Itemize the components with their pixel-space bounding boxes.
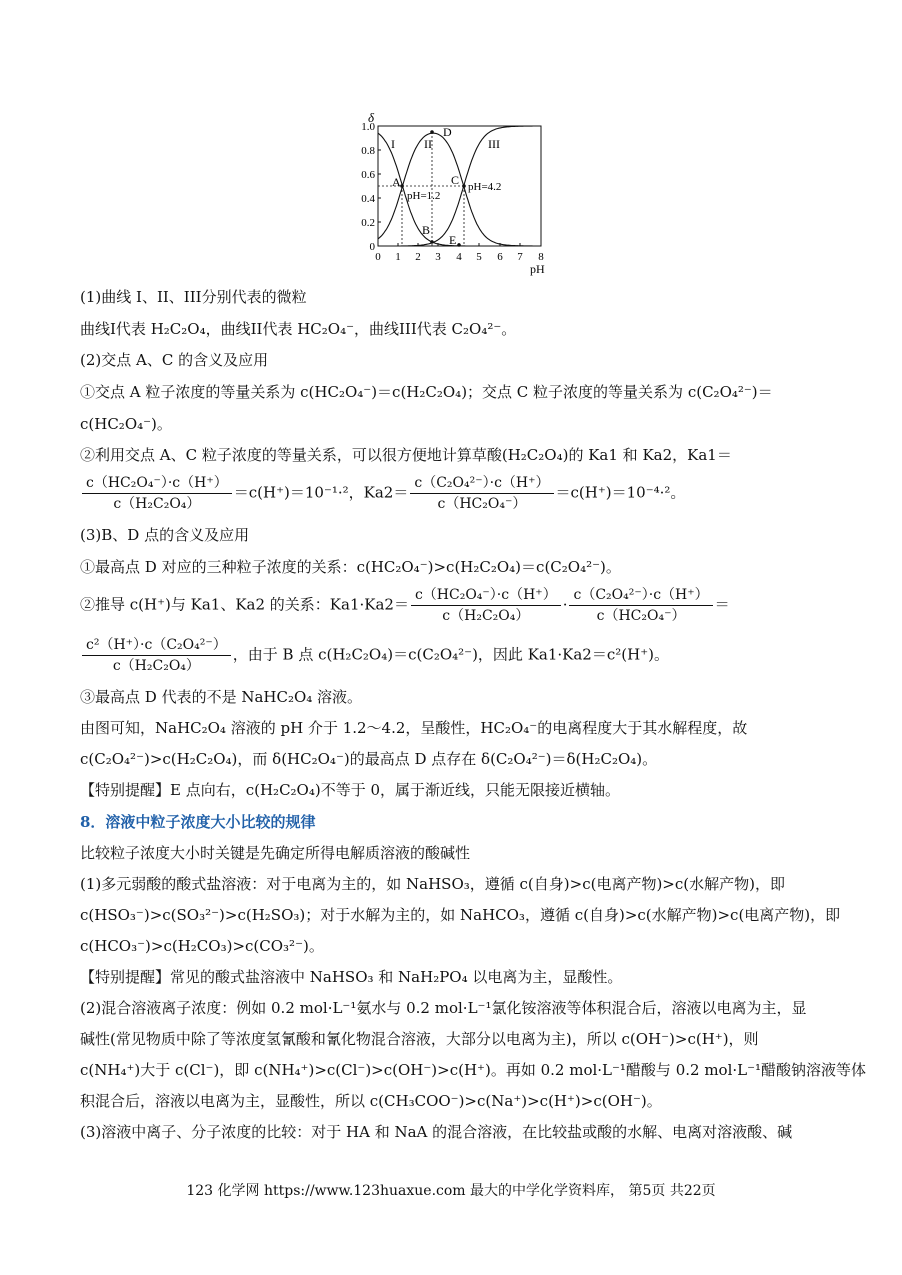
fraction: $\frac{\text{c²（H⁺）·c（C₂O₄²⁻）}}{\text{c（H₂C₂O₄）}}$ xyxy=(82,636,231,675)
formula-text: ，由于 B 点 c(H₂C₂O₄)＝c(C₂O₄²⁻)，因此 Ka1·Ka2＝c²(H⁺)。 xyxy=(232,645,669,664)
formula-text: ＝ xyxy=(714,595,730,614)
point-label-A: A xyxy=(392,175,401,189)
curve-II xyxy=(378,133,541,246)
text-line: ①最高点 D 对应的三种粒子浓度的关系：c(HC₂O₄⁻)>c(H₂C₂O₄)＝c(C₂O₄²⁻)。 xyxy=(80,558,621,576)
text-line: (3)溶液中离子、分子浓度的比较：对于 HA 和 NaA 的混合溶液，在比较盐或酸的水解、电离对溶液酸、碱 xyxy=(80,1123,793,1141)
text-line: (3)B、D 点的含义及应用 xyxy=(80,526,250,544)
point-label-C: C xyxy=(451,173,460,187)
text-line: 碱性(常见物质中除了等浓度氢氰酸和氰化物混合溶液，大部分以电离为主)，所以 c(OH⁻)>c(H⁺)，则 xyxy=(80,1030,759,1048)
distribution-curve-plot xyxy=(350,108,550,278)
formula-text: ＝c(H⁺)＝10⁻⁴·²。 xyxy=(555,483,686,502)
y-tick-label: 0.4 xyxy=(361,193,375,205)
x-tick-label: 5 xyxy=(476,251,482,263)
formula-line-ka-product xyxy=(80,586,730,625)
text-line: c(C₂O₄²⁻)>c(H₂C₂O₄)，而 δ(HC₂O₄⁻)的最高点 D 点存在 δ(C₂O₄²⁻)＝δ(H₂C₂O₄)。 xyxy=(80,750,658,768)
x-tick-label: 8 xyxy=(538,251,544,263)
text-line: (1)曲线 I、II、III分别代表的微粒 xyxy=(80,288,307,306)
x-tick-label: 2 xyxy=(415,251,421,263)
point-A-marker xyxy=(400,184,404,188)
x-tick-label: 1 xyxy=(395,251,401,263)
formula-line-result xyxy=(80,636,669,675)
point-label-E: E xyxy=(449,233,457,247)
point-label-D: D xyxy=(443,125,452,139)
text-line: 【特别提醒】E 点向右，c(H₂C₂O₄)不等于 0，属于渐近线，只能无限接近横轴。 xyxy=(80,781,621,799)
curve-label-II: II xyxy=(424,137,432,151)
fraction: $\frac{\text{c（C₂O₄²⁻）·c（H⁺）}}{\text{c（HC₂O₄⁻）}}$ xyxy=(569,586,712,625)
y-axis-label: δ xyxy=(368,110,375,125)
x-axis-label: pH xyxy=(530,262,545,276)
point-E-marker xyxy=(457,243,461,247)
text-line: (1)多元弱酸的酸式盐溶液：对于电离为主的，如 NaHSO₃，遵循 c(自身)>c(电离产物)>c(水解产物)，即 xyxy=(80,875,785,893)
formula-text: ＝c(H⁺)＝10⁻¹·²，Ka2＝ xyxy=(233,483,409,502)
x-tick-label: 7 xyxy=(517,251,523,263)
annotation-ph-1-2: pH=1.2 xyxy=(407,190,441,202)
text-line: 积混合后，溶液以电离为主，显酸性，所以 c(CH₃COO⁻)>c(Na⁺)>c(H⁺)>c(OH⁻)。 xyxy=(80,1092,662,1110)
formula-line-ka xyxy=(80,474,685,513)
y-tick-label: 0 xyxy=(369,241,375,253)
text-line: ②利用交点 A、C 粒子浓度的等量关系，可以很方便地计算草酸(H₂C₂O₄)的 Ka1 和 Ka2，Ka1＝ xyxy=(80,446,732,464)
fraction: $\frac{\text{c（HC₂O₄⁻）·c（H⁺）}}{\text{c（H₂C₂O₄）}}$ xyxy=(82,474,232,513)
text-line: ③最高点 D 代表的不是 NaHC₂O₄ 溶液。 xyxy=(80,688,363,706)
y-tick-label: 1.0 xyxy=(361,121,375,133)
text-line: 曲线I代表 H₂C₂O₄，曲线II代表 HC₂O₄⁻，曲线III代表 C₂O₄²⁻。 xyxy=(80,320,517,338)
x-tick-label: 0 xyxy=(375,251,381,263)
point-label-B: B xyxy=(422,223,431,237)
fraction: $\frac{\text{c（C₂O₄²⁻）·c（H⁺）}}{\text{c（HC₂O₄⁻）}}$ xyxy=(410,474,553,513)
text-line: c(NH₄⁺)大于 c(Cl⁻)，即 c(NH₄⁺)>c(Cl⁻)>c(OH⁻)>c(H⁺)。再如 0.2 mol·L⁻¹醋酸与 0.2 mol·L⁻¹醋酸钠溶液等体 xyxy=(80,1061,867,1079)
annotation-ph-4-2: pH=4.2 xyxy=(468,181,502,193)
y-tick-label: 0.2 xyxy=(361,217,375,229)
distribution-fraction-figure xyxy=(350,108,550,278)
text-line: c(HC₂O₄⁻)。 xyxy=(80,415,172,433)
x-tick-label: 6 xyxy=(497,251,503,263)
point-C-marker xyxy=(462,184,466,188)
text-line: ①交点 A 粒子浓度的等量关系为 c(HC₂O₄⁻)＝c(H₂C₂O₄)；交点 C 粒子浓度的等量关系为 c(C₂O₄²⁻)＝ xyxy=(80,383,773,401)
point-B-marker xyxy=(430,240,434,244)
formula-text: · xyxy=(562,595,568,614)
formula-text: ②推导 c(H⁺)与 Ka1、Ka2 的关系：Ka1·Ka2＝ xyxy=(80,595,409,614)
text-line: 由图可知，NaHC₂O₄ 溶液的 pH 介于 1.2～4.2，呈酸性，HC₂O₄⁻的电离程度大于其水解程度，故 xyxy=(80,719,748,737)
section-heading: 8．溶液中粒子浓度大小比较的规律 xyxy=(80,813,316,831)
fraction: $\frac{\text{c（HC₂O₄⁻）·c（H⁺）}}{\text{c（H₂C₂O₄）}}$ xyxy=(411,586,561,625)
curve-label-I: I xyxy=(391,137,395,151)
point-D-marker xyxy=(430,130,434,134)
page-footer: 123 化学网 https://www.123huaxue.com 最大的中学化学资料库， 第5页 共22页 xyxy=(186,1183,716,1199)
x-tick-label: 4 xyxy=(456,251,462,263)
text-line: c(HSO₃⁻)>c(SO₃²⁻)>c(H₂SO₃)；对于水解为主的，如 NaHCO₃，遵循 c(自身)>c(水解产物)>c(电离产物)，即 xyxy=(80,906,841,924)
text-line: c(HCO₃⁻)>c(H₂CO₃)>c(CO₃²⁻)。 xyxy=(80,937,324,955)
y-tick-label: 0.6 xyxy=(361,169,375,181)
curve-I xyxy=(378,133,541,246)
x-tick-label: 3 xyxy=(435,251,441,263)
text-line: (2)混合溶液离子浓度：例如 0.2 mol·L⁻¹氨水与 0.2 mol·L⁻¹氯化铵溶液等体积混合后，溶液以电离为主，显 xyxy=(80,999,807,1017)
text-line: (2)交点 A、C 的含义及应用 xyxy=(80,351,269,369)
y-tick-label: 0.8 xyxy=(361,145,375,157)
text-line: 【特别提醒】常见的酸式盐溶液中 NaHSO₃ 和 NaH₂PO₄ 以电离为主，显酸性。 xyxy=(80,968,623,986)
curve-label-III: III xyxy=(488,137,500,151)
text-line: 比较粒子浓度大小时关键是先确定所得电解质溶液的酸碱性 xyxy=(80,844,471,862)
